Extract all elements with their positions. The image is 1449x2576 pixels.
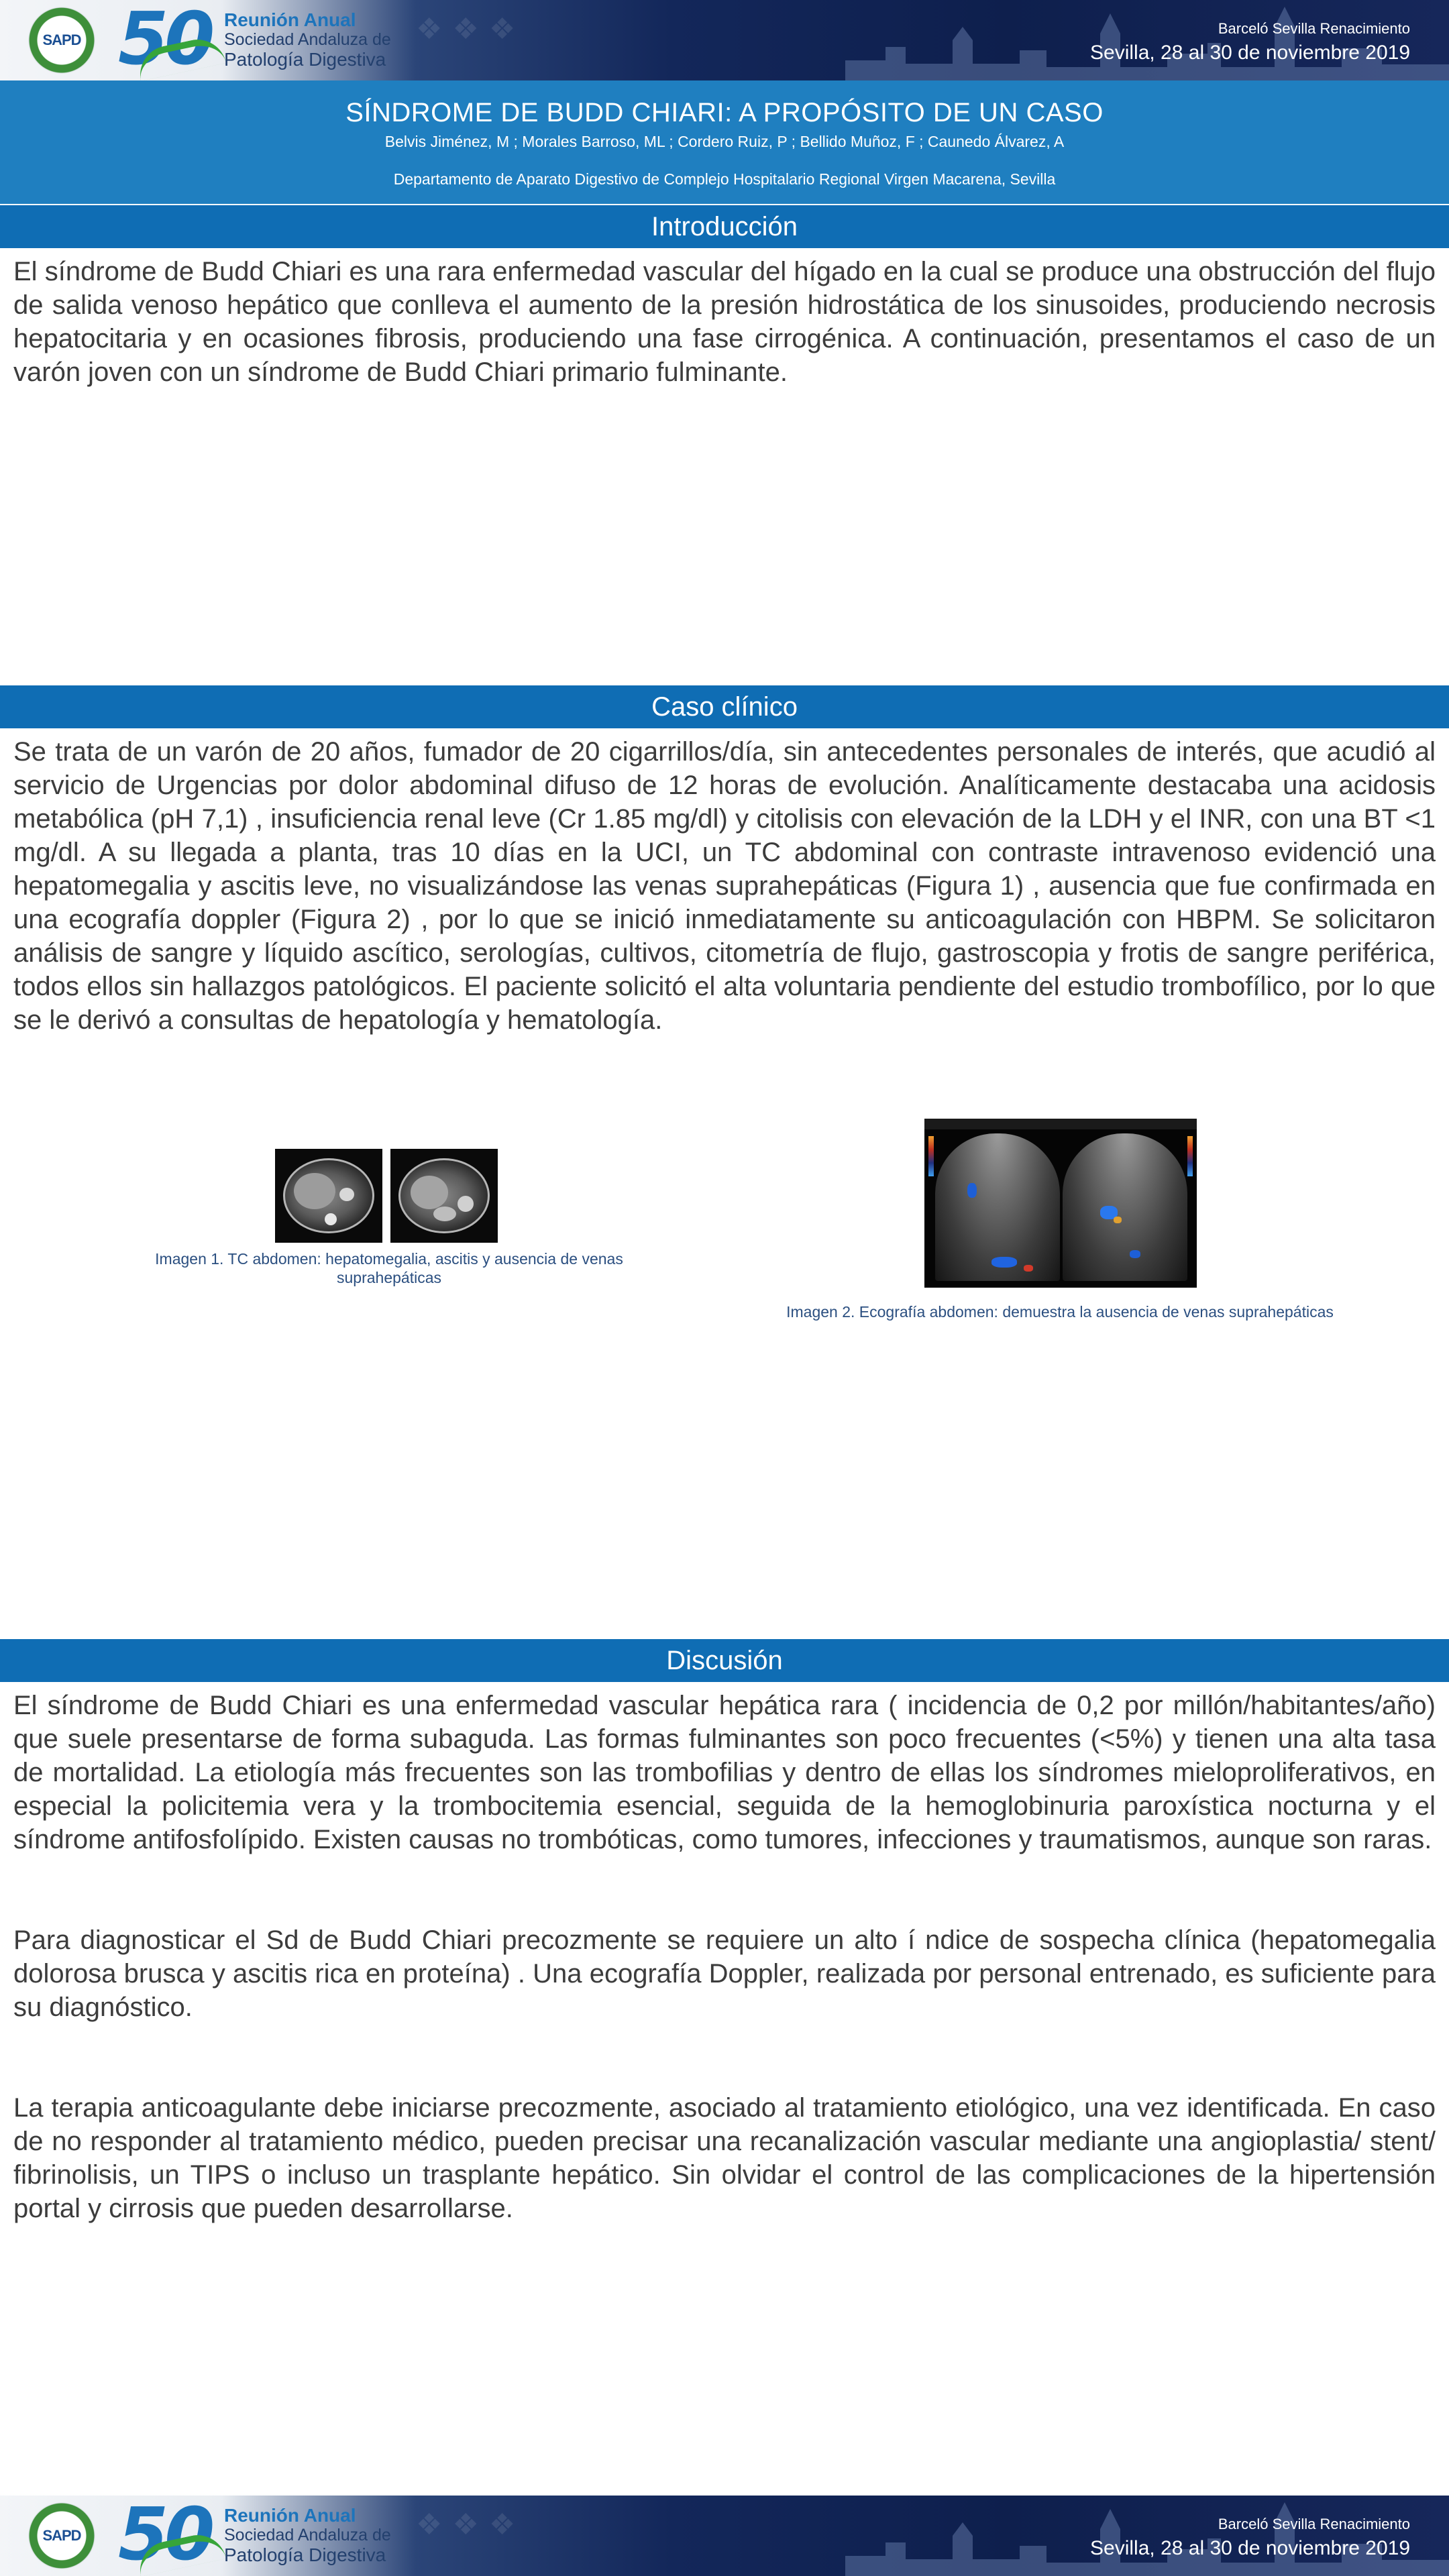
logo-number: 50 [118, 2496, 211, 2576]
sapd-seal-logo: SAPD [28, 7, 95, 74]
section-heading-introduccion: Introducción [0, 205, 1449, 248]
event-venue: Barceló Sevilla Renacimiento Sevilla, 28 al 30 de noviembre 2019 [1090, 2516, 1410, 2559]
figure-2 [758, 1119, 1362, 1321]
intro-paragraph: El síndrome de Budd Chiari es una rara enfermedad vascular del hígado en la cual se produce una obstrucción del flujo de salida venoso hepático que conlleva el aumento de la presión hidrostática de los sinusoides, produciendo necrosis hepatocitaria y en ocasiones fibrosis, produciendo una fase cirrogénica. A continuación, presentamos el caso de un varón joven con un síndrome de Budd Chiari primario fulminante. [13, 257, 1436, 387]
ct-scan-image [275, 1149, 498, 1243]
figure-1 [121, 1149, 657, 1287]
poster-title: SÍNDROME DE BUDD CHIARI: A PROPÓSITO DE UN CASO [345, 98, 1104, 127]
top-banner [0, 0, 1449, 80]
banner-watermark: ❖ ❖ ❖ [416, 2508, 517, 2541]
figure-2-caption: Imagen 2. Ecografía abdomen: demuestra la ausencia de venas suprahepáticas [786, 1303, 1334, 1321]
department-line: Departamento de Aparato Digestivo de Complejo Hospitalario Regional Virgen Macarena, Sevilla [393, 170, 1056, 188]
event-venue: Barceló Sevilla Renacimiento Sevilla, 28 al 30 de noviembre 2019 [1090, 20, 1410, 64]
banner-watermark: ❖ ❖ ❖ [416, 13, 517, 46]
ultrasound-image [924, 1119, 1197, 1288]
logo-number: 50 [118, 0, 211, 80]
sapd-seal-logo: SAPD [28, 2502, 95, 2569]
case-paragraph: Se trata de un varón de 20 años, fumador de 20 cigarrillos/día, sin antecedentes personales de interés, que acudió al servicio de Urgencias por dolor abdominal difuso de 12 horas de evolución. Analíticamente destacaba una acidosis metabólica (pH 7,1) , insuficiencia renal leve (Cr 1.85 mg/dl) y citolisis con elevación de la LDH y el INR, con una BT <1 mg/dl. A su llegada a planta, tras 10 días en la UCI, un TC abdominal con contraste intravenoso evidenció una hepatomegalia y ascitis leve, no visualizándose las venas suprahepáticas (Figura 1) , ausencia que fue confirmada en una ecografía doppler (Figura 2) , por lo que se inició inmediatamente su anticoagulación con HBPM. Se solicitaron análisis de sangre y líquido ascítico, serologías, cultivos, citometría de flujo, gastroscopia y frotis de sangre periférica, todos ellos sin hallazgos patológicos. El paciente solicitó el alta voluntaria pendiente del estudio trombofílico, por lo que se le derivó a consultas de hepatología y hematología. [13, 737, 1436, 1035]
anniversary-50-logo [118, 0, 219, 80]
figure-1-caption: Imagen 1. TC abdomen: hepatomegalia, ascitis y ausencia de venas suprahepáticas [155, 1250, 623, 1286]
section-heading-discusion: Discusión [0, 1639, 1449, 1682]
poster-header [0, 80, 1449, 204]
discussion-paragraph-1: El síndrome de Budd Chiari es una enfermedad vascular hepática rara ( incidencia de 0,2 por millón/habitantes/año) que suele presentarse de forma subaguda. Las formas fulminantes son poco frecuentes (<5%) y tienen una alta tasa de mortalidad. La etiología más frecuentes son las trombofilias y dentro de ellas los síndromes mieloproliferativos, en especial la policitemia vera y la trombocitemia esencial, seguida de la hemoglobinuria paroxística nocturna y el síndrome antifosfolípido. Existen causas no trombóticas, como tumores, infecciones y traumatismos, aunque son raras. [13, 1691, 1436, 1854]
authors-line: Belvis Jiménez, M ; Morales Barroso, ML ; Cordero Ruiz, P ; Bellido Muñoz, F ; Caunedo Álvarez, A [384, 133, 1065, 150]
discussion-paragraph-2: Para diagnosticar el Sd de Budd Chiari precozmente se requiere un alto í ndice de sospecha clínica (hepatomegalia dolorosa brusca y ascitis rica en proteína) . Una ecografía Doppler, realizada por personal entrenado, es suficiente para su diagnóstico. [13, 1925, 1436, 2022]
society-name: Reunión Anual Sociedad Andaluza de Patología Digestiva [224, 9, 391, 70]
bottom-banner [0, 2496, 1449, 2576]
society-name: Reunión Anual Sociedad Andaluza de Patología Digestiva [224, 2505, 391, 2565]
discussion-paragraph-3: La terapia anticoagulante debe iniciarse precozmente, asociado al tratamiento etiológico, una vez identificada. En caso de no responder al tratamiento médico, pueden precisar una recanalización vascular mediante una angioplastia/ stent/ fibrinolisis, un TIPS o incluso un trasplante hepático. Sin olvidar el control de las complicaciones de la hipertensión portal y cirrosis que pueden desarrollarse. [13, 2093, 1436, 2223]
anniversary-50-logo [118, 2496, 219, 2576]
section-heading-caso-clinico: Caso clínico [0, 685, 1449, 728]
